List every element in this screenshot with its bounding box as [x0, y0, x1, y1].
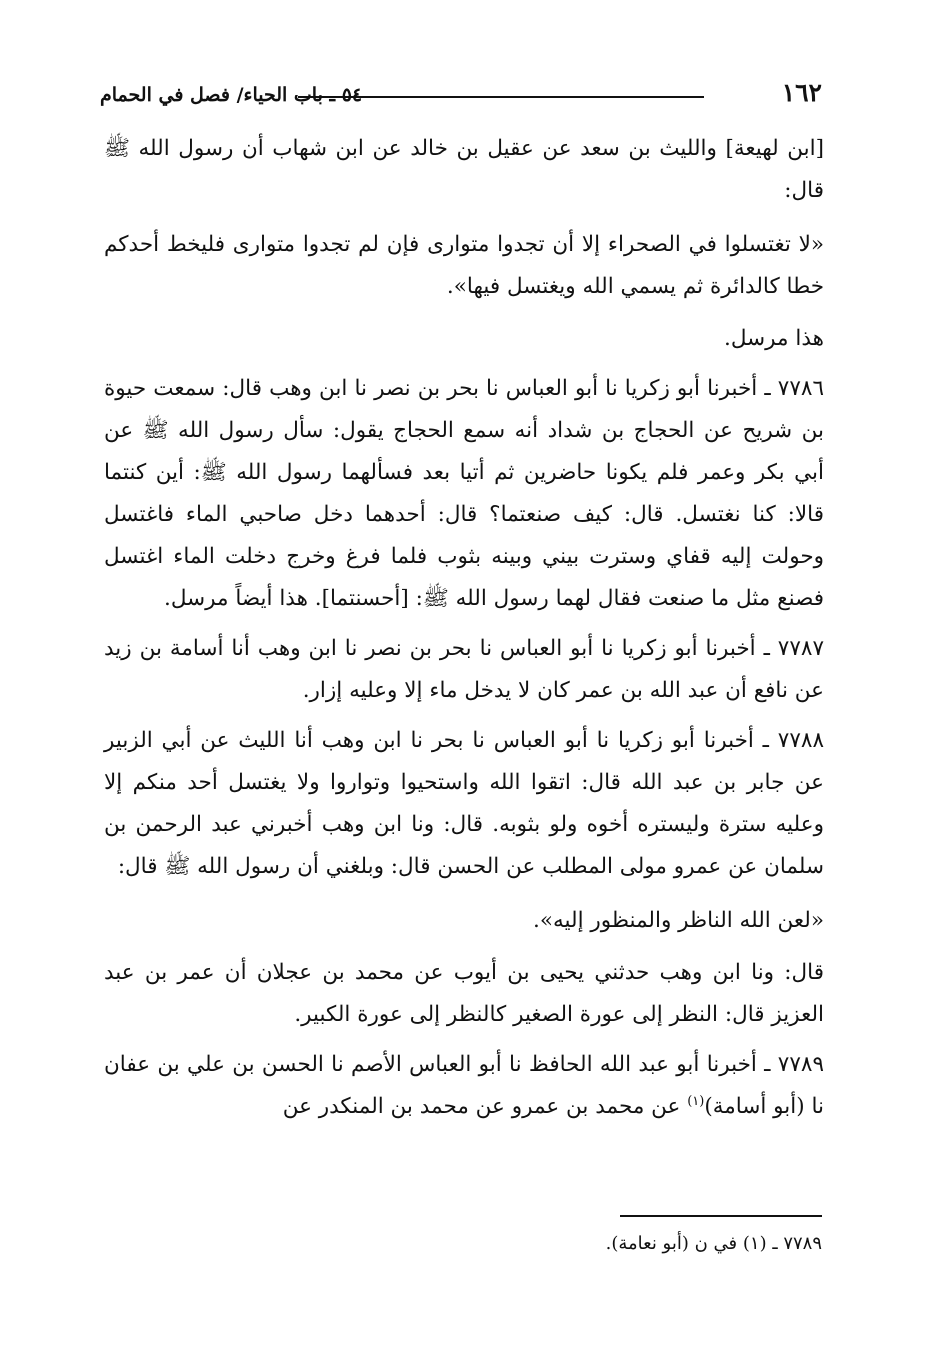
hadith-7789-tail: عن محمد بن عمرو عن محمد بن المنكدر عن — [282, 1094, 688, 1119]
paragraph: هذا مرسل. — [724, 326, 824, 351]
hadith-7789 — [104, 1044, 824, 1128]
hadith-7789-text: ٧٧٨٩ ـ أخبرنا أبو عبد الله الحافظ نا أبو العباس الأصم نا الحسن بن علي بن عفان نا (أبو أسامة) — [104, 1052, 824, 1119]
page-body — [104, 128, 824, 1136]
footnote: ٧٧٨٩ ـ (١) في ن (أبو نعامة). — [605, 1233, 822, 1254]
hadith-7787: ٧٧٨٧ ـ أخبرنا أبو زكريا نا أبو العباس نا بحر بن نصر نا ابن وهب أنا أسامة بن زيد عن نافع أن عبد الله بن عمر كان لا يدخل ماء إلا وعليه إزار. — [104, 636, 824, 703]
running-title: ٥٤ ـ باب الحياء/ فصل في الحمام — [100, 84, 363, 106]
paragraph: [ابن لهيعة] والليث بن سعد عن عقيل بن خالد عن ابن شهاب أن رسول الله ﷺ قال: — [104, 136, 824, 203]
paragraph: قال: ونا ابن وهب حدثني يحيى بن أيوب عن محمد بن عجلان أن عمر بن عبد العزيز قال: النظر إلى عورة الصغير كالنظر إلى عورة الكبير. — [104, 960, 824, 1027]
hadith-7788: ٧٧٨٨ ـ أخبرنا أبو زكريا نا أبو العباس نا بحر نا ابن وهب أنا الليث عن أبي الزبير عن جابر بن عبد الله قال: اتقوا الله واستحيوا وتواروا ولا يغتسل أحد منكم إلا وعليه سترة وليستره أخوه ولو بثوبه. قال: ونا ابن وهب أخبرني عبد الرحمن بن سلمان عن عمرو مولى المطلب عن الحسن قال: وبلغني أن رسول الله ﷺ قال: — [104, 728, 824, 879]
footnote-rule — [620, 1215, 822, 1217]
page-header — [100, 78, 822, 118]
hadith-7786: ٧٧٨٦ ـ أخبرنا أبو زكريا نا أبو العباس نا بحر بن نصر نا ابن وهب قال: سمعت حيوة بن شريح عن الحجاج بن شداد أنه سمع الحجاج يقول: سأل رسول الله ﷺ عن أبي بكر وعمر فلم يكونا حاضرين ثم أتيا بعد فسألهما رسول الله ﷺ: أين كنتما قالا: كنا نغتسل. قال: كيف صنعتما؟ قال: أحدهما دخل صاحبي الماء فاغتسل وحولت إليه قفاي وسترت بيني وبينه بثوب فلما فرغ وخرج دخلت الماء اغتسل فصنع مثل ما صنعت فقال لهما رسول الله ﷺ: [أحسنتما]. هذا أيضاً مرسل. — [104, 376, 824, 611]
footnote-marker: (١) — [687, 1093, 705, 1109]
hadith-quote: «لا تغتسلوا في الصحراء إلا أن تجدوا متوارى فإن لم تجدوا متوارى فليخط أحدكم خطا كالدائرة ثم يسمي الله ويغتسل فيها». — [104, 232, 824, 299]
page-number: ١٦٢ — [781, 78, 822, 107]
hadith-quote: «لعن الله الناظر والمنظور إليه». — [533, 908, 824, 933]
